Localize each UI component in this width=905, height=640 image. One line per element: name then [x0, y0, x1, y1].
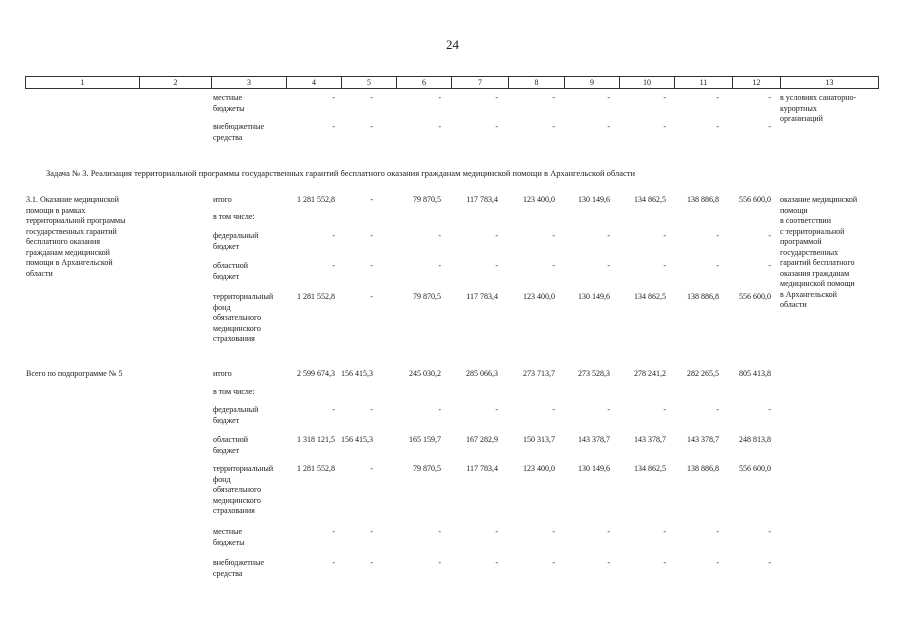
funding-source: федеральный бюджет [213, 231, 259, 251]
value-cell: - [370, 558, 373, 567]
funding-source: федеральный бюджет [213, 405, 259, 425]
value-cell: 273 713,7 [523, 369, 555, 378]
header-col-6: 6 [396, 77, 451, 88]
value-cell: 805 413,8 [739, 369, 771, 378]
value-cell: - [768, 527, 771, 536]
header-col-11: 11 [674, 77, 732, 88]
value-cell: - [768, 405, 771, 414]
funding-source: территориальный фонд обязательного медицинского страхования [213, 464, 274, 515]
value-cell: 117 783,4 [466, 464, 498, 473]
value-cell: - [607, 122, 610, 131]
value-cell: - [332, 261, 335, 270]
value-cell: 285 066,3 [466, 369, 498, 378]
value-cell: - [495, 405, 498, 414]
value-cell: - [552, 231, 555, 240]
header-col-9: 9 [564, 77, 619, 88]
value-cell: 117 783,4 [466, 195, 498, 204]
value-cell: - [332, 122, 335, 131]
value-cell: 278 241,2 [634, 369, 666, 378]
value-cell: - [768, 122, 771, 131]
value-cell: - [716, 93, 719, 102]
result-note: в условиях санаторно- курортных организаций [780, 93, 857, 123]
value-cell: 1 318 121,5 [297, 435, 335, 444]
value-cell: - [607, 558, 610, 567]
funding-source: местные бюджеты [213, 93, 245, 113]
value-cell: - [716, 558, 719, 567]
value-cell: 143 378,7 [687, 435, 719, 444]
value-cell: - [663, 405, 666, 414]
funding-source: внебюджетные средства [213, 558, 264, 578]
value-cell: - [438, 558, 441, 567]
value-cell: 134 862,5 [634, 195, 666, 204]
value-cell: 138 886,8 [687, 464, 719, 473]
value-cell: 79 870,5 [413, 464, 441, 473]
value-cell: - [495, 261, 498, 270]
header-col-8: 8 [508, 77, 564, 88]
value-cell: 156 415,3 [341, 435, 373, 444]
value-cell: - [663, 558, 666, 567]
value-cell: - [370, 93, 373, 102]
value-cell: - [663, 122, 666, 131]
value-cell: - [495, 527, 498, 536]
value-cell: - [768, 261, 771, 270]
value-cell: 117 783,4 [466, 292, 498, 301]
value-cell: - [438, 527, 441, 536]
funding-source: внебюджетные средства [213, 122, 264, 142]
value-cell: - [370, 292, 373, 301]
value-cell: 248 813,8 [739, 435, 771, 444]
column-number-header [25, 76, 879, 89]
value-cell: 130 149,6 [578, 292, 610, 301]
funding-source: территориальный фонд обязательного медицинского страхования [213, 292, 274, 343]
value-cell: 143 378,7 [578, 435, 610, 444]
value-cell: - [495, 558, 498, 567]
value-cell: - [552, 558, 555, 567]
value-cell: - [663, 261, 666, 270]
value-cell: - [370, 464, 373, 473]
value-cell: 79 870,5 [413, 195, 441, 204]
value-cell: - [438, 231, 441, 240]
header-col-1: 1 [80, 78, 85, 87]
value-cell: - [607, 231, 610, 240]
value-cell: 150 313,7 [523, 435, 555, 444]
value-cell: - [716, 122, 719, 131]
value-cell: 1 281 552,8 [297, 464, 335, 473]
value-cell: - [607, 261, 610, 270]
task-title: Задача № 3. Реализация территориальной программы государственных гарантий бесплатного оказания гражданам медицинской помощи в Архангельской области [46, 168, 636, 178]
value-cell: - [438, 405, 441, 414]
value-cell: 123 400,0 [523, 292, 555, 301]
value-cell: - [663, 93, 666, 102]
header-col-10: 10 [619, 77, 674, 88]
value-cell: - [768, 558, 771, 567]
value-cell: - [332, 405, 335, 414]
value-cell: 2 599 674,3 [297, 369, 335, 378]
value-cell: - [438, 122, 441, 131]
funding-source: в том числе: [213, 212, 255, 221]
value-cell: 1 281 552,8 [297, 292, 335, 301]
value-cell: 273 528,3 [578, 369, 610, 378]
value-cell: - [552, 527, 555, 536]
value-cell: 130 149,6 [578, 195, 610, 204]
value-cell: 134 862,5 [634, 292, 666, 301]
value-cell: - [716, 261, 719, 270]
value-cell: 245 030,2 [409, 369, 441, 378]
value-cell: - [552, 122, 555, 131]
funding-source: местные бюджеты [213, 527, 245, 547]
value-cell: - [370, 527, 373, 536]
value-cell: - [332, 93, 335, 102]
value-cell: - [370, 405, 373, 414]
value-cell: - [370, 122, 373, 131]
funding-source: итого [213, 195, 232, 204]
value-cell: - [768, 93, 771, 102]
value-cell: - [768, 231, 771, 240]
value-cell: - [552, 261, 555, 270]
value-cell: - [607, 405, 610, 414]
value-cell: - [716, 527, 719, 536]
value-cell: 156 415,3 [341, 369, 373, 378]
value-cell: - [607, 527, 610, 536]
value-cell: 79 870,5 [413, 292, 441, 301]
value-cell: - [370, 261, 373, 270]
value-cell: - [332, 231, 335, 240]
value-cell: - [495, 231, 498, 240]
value-cell: - [716, 231, 719, 240]
value-cell: - [370, 195, 373, 204]
value-cell: 1 281 552,8 [297, 195, 335, 204]
header-col-5: 5 [341, 77, 396, 88]
value-cell: 556 600,0 [739, 292, 771, 301]
value-cell: 130 149,6 [578, 464, 610, 473]
header-col-7: 7 [451, 77, 508, 88]
value-cell: 134 862,5 [634, 464, 666, 473]
value-cell: 167 282,9 [466, 435, 498, 444]
funding-source: областной бюджет [213, 261, 249, 281]
value-cell: 282 265,5 [687, 369, 719, 378]
value-cell: - [663, 231, 666, 240]
value-cell: - [716, 405, 719, 414]
header-col-2: 2 [139, 77, 211, 88]
funding-source: итого [213, 369, 232, 378]
funding-source: в том числе: [213, 387, 255, 396]
header-col-4: 4 [286, 77, 341, 88]
value-cell: - [552, 405, 555, 414]
value-cell: - [438, 261, 441, 270]
value-cell: 138 886,8 [687, 195, 719, 204]
value-cell: 165 159,7 [409, 435, 441, 444]
value-cell: 556 600,0 [739, 464, 771, 473]
page-number: 24 [446, 37, 459, 52]
value-cell: - [495, 122, 498, 131]
value-cell: - [332, 527, 335, 536]
header-col-13: 13 [780, 77, 878, 88]
header-col-12: 12 [732, 77, 780, 88]
result-note: оказание медицинской помощи в соответствии с территориальной программой государственных гарантий бесплатного оказания гражданам медицинской помощи в Архангельской области [780, 195, 858, 309]
value-cell: - [438, 93, 441, 102]
value-cell: 143 378,7 [634, 435, 666, 444]
header-col-3: 3 [211, 77, 286, 88]
value-cell: 123 400,0 [523, 195, 555, 204]
subprogram-total-label: Всего по подпрограмме № 5 [26, 369, 123, 378]
value-cell: - [607, 93, 610, 102]
value-cell: - [370, 231, 373, 240]
value-cell: 138 886,8 [687, 292, 719, 301]
value-cell: - [552, 93, 555, 102]
funding-source: областной бюджет [213, 435, 249, 455]
value-cell: - [332, 558, 335, 567]
activity-name: 3.1. Оказание медицинской помощи в рамках территориальной программы государственных гарантий бесплатного оказания гражданам медицинской помощи в Архангельской области [26, 195, 126, 278]
value-cell: - [495, 93, 498, 102]
value-cell: 123 400,0 [523, 464, 555, 473]
value-cell: 556 600,0 [739, 195, 771, 204]
value-cell: - [663, 527, 666, 536]
